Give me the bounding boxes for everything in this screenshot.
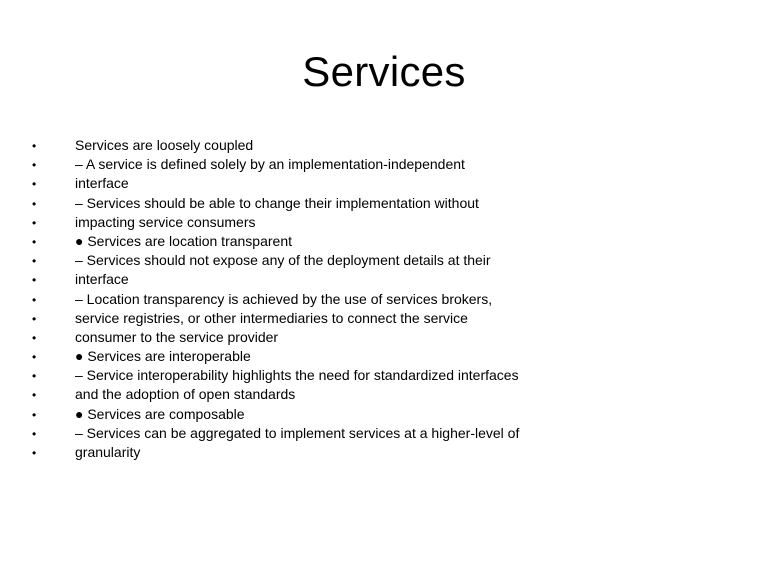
bullet-item — [32, 443, 732, 462]
bullet-list — [32, 136, 732, 462]
bullet-text: – Services should be able to change their implementation without — [75, 194, 479, 211]
bullet-item — [32, 290, 732, 309]
bullet-item — [32, 405, 732, 424]
bullet-text: ● Services are interoperable — [75, 348, 251, 365]
bullet-dot-icon: • — [32, 330, 37, 345]
bullet-item — [32, 194, 732, 213]
bullet-dot-icon: • — [32, 311, 37, 326]
bullet-dot-icon: • — [32, 177, 37, 192]
slide-title: Services — [302, 48, 466, 95]
bullet-text: Services are loosely coupled — [75, 137, 254, 153]
bullet-item — [32, 385, 732, 404]
bullet-dot-icon: • — [32, 158, 37, 173]
bullet-item — [32, 328, 732, 347]
bullet-text: interface — [75, 175, 129, 192]
bullet-item — [32, 251, 732, 270]
bullet-dot-icon: • — [32, 426, 37, 441]
bullet-dot-icon: • — [32, 273, 37, 288]
bullet-text: ● Services are location transparent — [75, 232, 293, 249]
bullet-item — [32, 347, 732, 366]
bullet-text: consumer to the service provider — [75, 328, 279, 345]
bullet-item — [32, 270, 732, 289]
bullet-item — [32, 213, 732, 232]
bullet-item — [32, 366, 732, 385]
bullet-text: – A service is defined solely by an implementation-independent — [75, 156, 465, 173]
bullet-text: service registries, or other intermediaries to connect the service — [75, 309, 468, 326]
bullet-dot-icon: • — [32, 388, 37, 403]
bullet-item — [32, 232, 732, 251]
bullet-text: ● Services are composable — [75, 405, 245, 422]
bullet-item — [32, 136, 732, 155]
bullet-dot-icon: • — [32, 446, 37, 460]
bullet-dot-icon: • — [32, 292, 37, 307]
bullet-item — [32, 424, 732, 443]
bullet-dot-icon: • — [32, 350, 37, 365]
bullet-dot-icon: • — [32, 139, 37, 153]
bullet-text: interface — [75, 271, 129, 288]
bullet-item — [32, 174, 732, 193]
bullet-text: granularity — [75, 444, 141, 460]
bullet-dot-icon: • — [32, 254, 37, 269]
bullet-text: and the adoption of open standards — [75, 386, 296, 403]
bullet-text: – Services should not expose any of the deployment details at their — [75, 252, 491, 269]
bullet-text: – Service interoperability highlights the need for standardized interfaces — [75, 367, 519, 384]
bullet-dot-icon: • — [32, 234, 37, 249]
bullet-text: – Location transparency is achieved by the use of services brokers, — [75, 290, 493, 307]
bullet-item — [32, 155, 732, 174]
bullet-dot-icon: • — [32, 369, 37, 384]
bullet-item — [32, 309, 732, 328]
bullet-text: – Services can be aggregated to implement services at a higher-level of — [75, 424, 520, 441]
bullet-dot-icon: • — [32, 196, 37, 211]
bullet-dot-icon: • — [32, 407, 37, 422]
bullet-dot-icon: • — [32, 215, 37, 230]
bullet-text: impacting service consumers — [75, 213, 256, 230]
